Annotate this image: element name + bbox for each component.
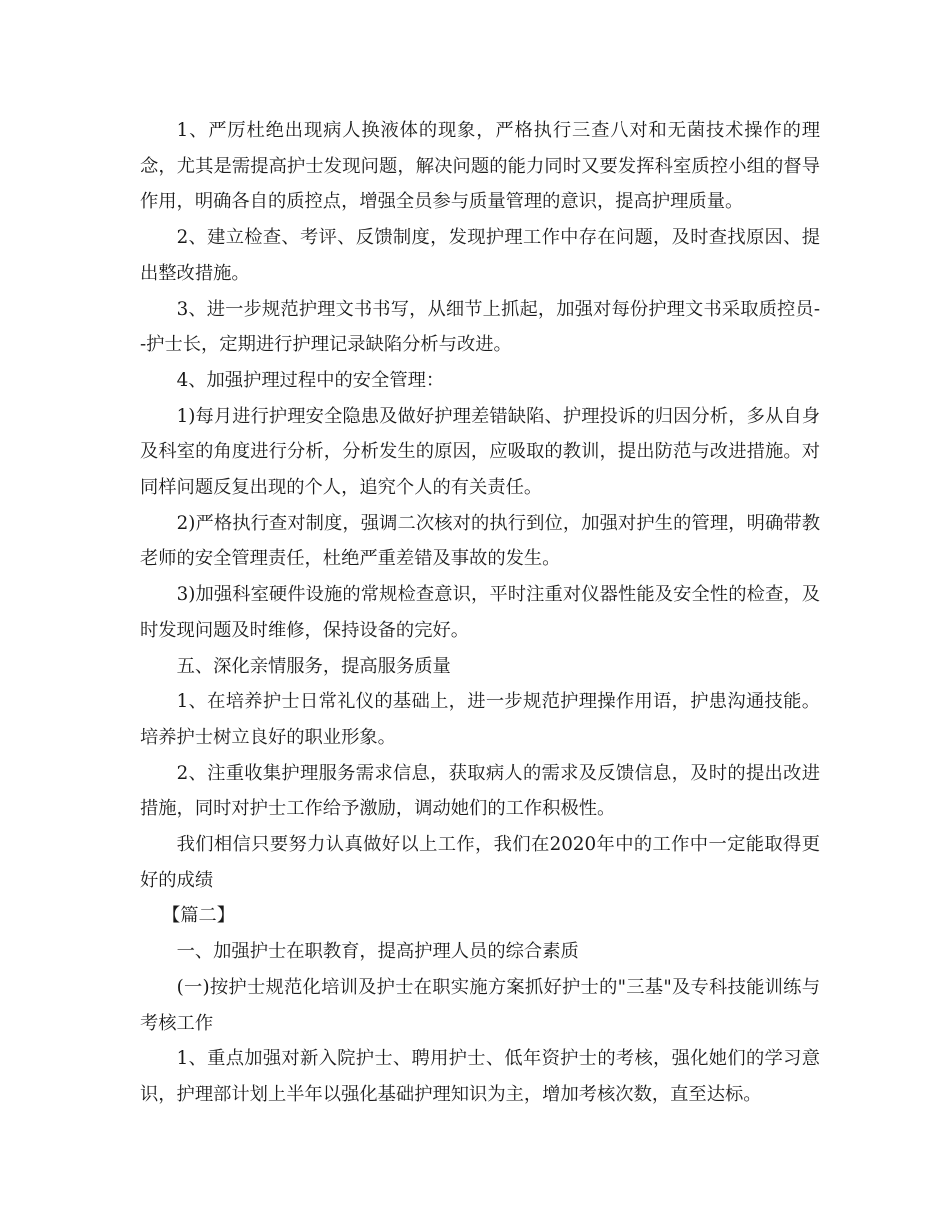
paragraph-subitem-2-verification: 2)严格执行查对制度，强调二次核对的执行到位，加强对护生的管理，明确带教老师的安全管理责任，杜绝严重差错及事故的发生。 (140, 512, 820, 570)
paragraph-item-2-review-system: 2、建立检查、考评、反馈制度，发现护理工作中存在问题，及时查找原因、提出整改措施。 (140, 227, 820, 284)
paragraph-subitem-1-monthly-analysis: 1)每月进行护理安全隐患及做好护理差错缺陷、护理投诉的归因分析，多从自身及科室的角度进行分析，分析发生的原因，应吸取的教训，提出防范与改进措施。对同样问题反复出现的个人，追究个人的有关责任。 (140, 405, 820, 499)
section-heading-five: 五、深化亲情服务，提高服务质量 (176, 655, 451, 677)
paragraph-item-1-infusion: 1、严厉杜绝出现病人换液体的现象，严格执行三查八对和无菌技术操作的理念，尤其是需提高护士发现问题，解决问题的能力同时又要发挥科室质控小组的督导作用，明确各自的质控点，增强全员参与质量管理的意识，提高护理质量。 (140, 120, 820, 213)
document-body (140, 113, 820, 1113)
paragraph-item-1-etiquette: 1、在培养护士日常礼仪的基础上，进一步规范护理操作用语，护患沟通技能。培养护士树立良好的职业形象。 (140, 691, 820, 748)
paragraph-item-2-feedback: 2、注重收集护理服务需求信息，获取病人的需求及反馈信息，及时的提出改进措施，同时对护士工作给予激励，调动她们的工作积极性。 (140, 762, 820, 820)
paragraph-item-3-nursing-records: 3、进一步规范护理文书书写，从细节上抓起，加强对每份护理文书采取质控员--护士长，定期进行护理记录缺陷分析与改进。 (140, 298, 820, 356)
paragraph-conclusion: 我们相信只要努力认真做好以上工作，我们在2020年中的工作中一定能取得更好的成绩 (140, 834, 820, 891)
section-title-part-two: 【篇二】 (161, 905, 236, 927)
paragraph-item-4-safety-management: 4、加强护理过程中的安全管理： (176, 369, 445, 391)
subsection-heading-one: (一)按护士规范化培训及护士在职实施方案抓好护士的"三基"及专科技能训练与考核工作 (140, 976, 820, 1034)
paragraph-item-1-new-nurses: 1、重点加强对新入院护士、聘用护士、低年资护士的考核，强化她们的学习意识，护理部计划上半年以强化基础护理知识为主，增加考核次数，直至达标。 (140, 1048, 820, 1105)
section-heading-one: 一、加强护士在职教育，提高护理人员的综合素质 (176, 941, 579, 963)
paragraph-subitem-3-equipment: 3)加强科室硬件设施的常规检查意识，平时注重对仪器性能及安全性的检查，及时发现问题及时维修，保持设备的完好。 (140, 584, 820, 641)
